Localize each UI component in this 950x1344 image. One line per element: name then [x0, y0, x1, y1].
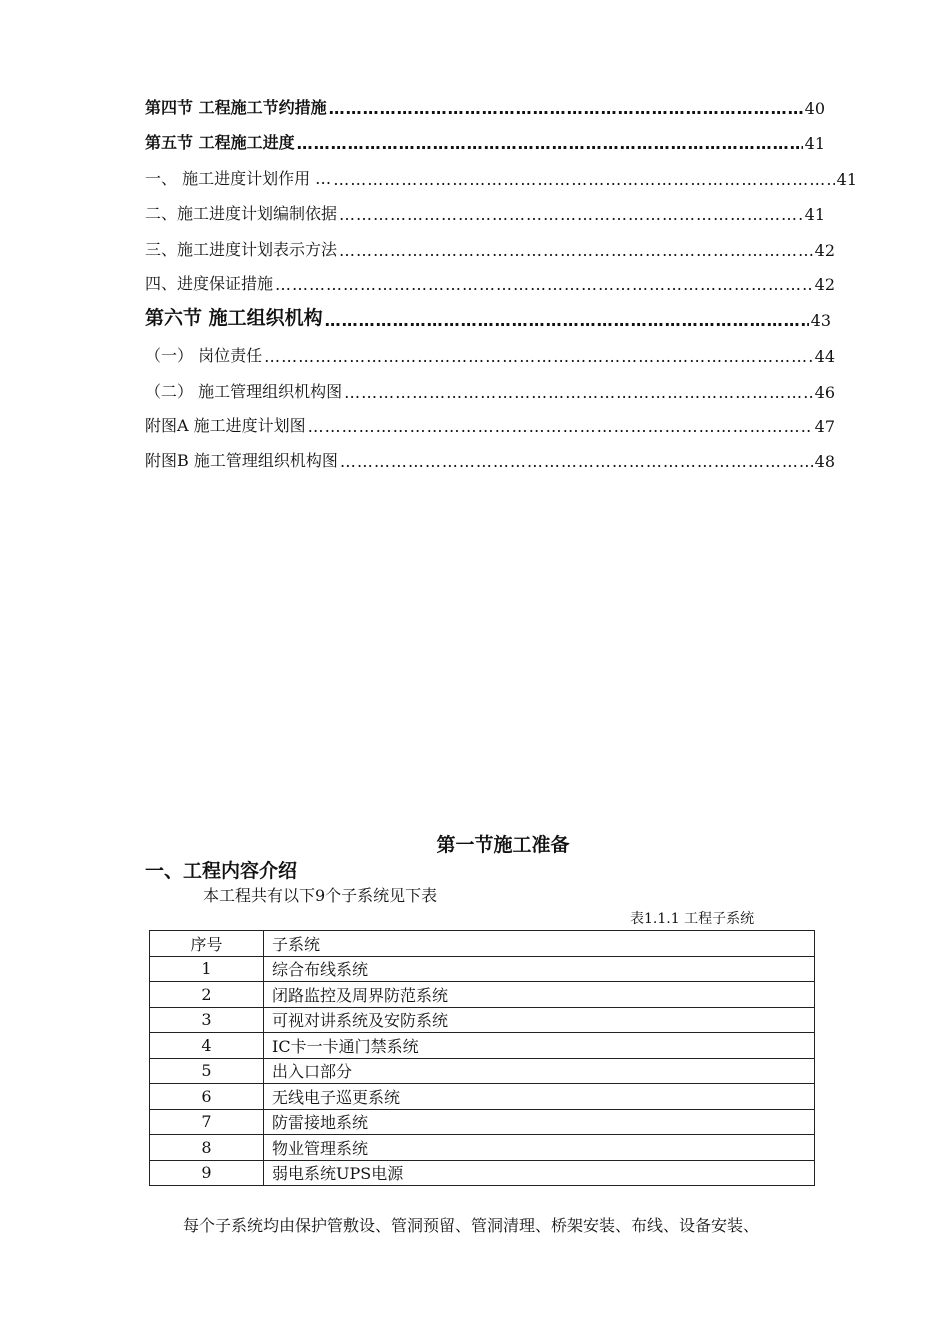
toc-page: 40	[804, 99, 825, 118]
row-index: 2	[150, 982, 264, 1008]
table-row	[150, 1160, 815, 1186]
toc-page: 42	[814, 275, 835, 294]
row-subsystem: 闭路监控及周界防范系统	[264, 982, 815, 1008]
toc-label: 附图A 施工进度计划图	[145, 416, 306, 435]
toc-label: 第四节 工程施工节约措施	[145, 98, 327, 117]
row-index: 8	[150, 1135, 264, 1161]
row-index: 6	[150, 1084, 264, 1110]
row-subsystem: 物业管理系统	[264, 1135, 815, 1161]
toc-page: 41	[804, 134, 825, 153]
toc-entry[interactable]	[145, 129, 825, 153]
section-heading: 一、工程内容介绍	[145, 860, 298, 882]
toc-leader	[339, 241, 813, 260]
table-header-row	[150, 931, 815, 957]
toc-entry[interactable]	[145, 447, 835, 471]
toc-page: 44	[814, 347, 835, 366]
toc-leader	[339, 205, 803, 224]
table-row	[150, 1135, 815, 1161]
toc-entry[interactable]	[145, 94, 825, 118]
toc-page: 41	[804, 205, 825, 224]
toc-leader	[275, 275, 813, 294]
toc-leader	[264, 347, 813, 366]
row-index: 3	[150, 1007, 264, 1033]
toc-label: 第五节 工程施工进度	[145, 133, 295, 152]
toc-label: （一） 岗位责任	[145, 346, 263, 365]
toc-label: 附图B 施工管理组织机构图	[145, 451, 338, 470]
toc-page: 46	[814, 383, 835, 402]
toc-page: 43	[810, 311, 831, 330]
toc-page: 48	[814, 452, 835, 471]
subsystem-table	[149, 930, 815, 1186]
toc-label: 四、进度保证措施	[145, 274, 274, 293]
row-index: 1	[150, 956, 264, 982]
toc-entry[interactable]	[145, 412, 835, 436]
toc-label: （二） 施工管理组织机构图	[145, 382, 343, 401]
row-subsystem: 弱电系统UPS电源	[264, 1160, 815, 1186]
table-row	[150, 1084, 815, 1110]
toc-leader	[333, 170, 834, 189]
toc-page: 42	[814, 241, 835, 260]
toc-entry[interactable]	[145, 306, 831, 330]
row-subsystem: 可视对讲系统及安防系统	[264, 1007, 815, 1033]
toc-entry[interactable]	[145, 236, 835, 260]
table-row	[150, 956, 815, 982]
toc-leader	[340, 452, 813, 471]
toc-label: 第六节 施工组织机构	[145, 307, 323, 329]
toc-label: 一、 施工进度计划作用 …	[145, 169, 332, 188]
toc-leader	[329, 99, 803, 118]
toc-leader	[308, 417, 813, 436]
toc-label: 二、施工进度计划编制依据	[145, 204, 338, 223]
row-index: 4	[150, 1033, 264, 1059]
table-caption: 表1.1.1 工程子系统	[630, 911, 755, 927]
toc-entry[interactable]	[145, 378, 835, 402]
toc-leader	[325, 311, 809, 330]
toc-leader	[344, 383, 813, 402]
table-row	[150, 1007, 815, 1033]
table-row	[150, 982, 815, 1008]
section-title: 第一节施工准备	[436, 834, 570, 856]
header-cell-subsystem: 子系统	[264, 931, 815, 957]
table-row	[150, 1109, 815, 1135]
table-row	[150, 1033, 815, 1059]
toc-page: 47	[814, 417, 835, 436]
row-subsystem: 防雷接地系统	[264, 1109, 815, 1135]
toc-entry[interactable]	[145, 200, 825, 224]
body-paragraph: 每个子系统均由保护管敷设、管洞预留、管洞清理、桥架安装、布线、设备安装、	[183, 1216, 760, 1235]
toc-label: 三、施工进度计划表示方法	[145, 240, 338, 259]
row-subsystem: 无线电子巡更系统	[264, 1084, 815, 1110]
row-index: 9	[150, 1160, 264, 1186]
toc-entry[interactable]	[145, 270, 835, 294]
toc-entry[interactable]	[145, 165, 857, 189]
header-cell-index: 序号	[150, 931, 264, 957]
row-subsystem: 出入口部分	[264, 1058, 815, 1084]
row-index: 5	[150, 1058, 264, 1084]
row-subsystem: 综合布线系统	[264, 956, 815, 982]
toc-leader	[297, 134, 803, 153]
row-index: 7	[150, 1109, 264, 1135]
table-row	[150, 1058, 815, 1084]
intro-text: 本工程共有以下9个子系统见下表	[203, 886, 438, 905]
toc-entry[interactable]	[145, 342, 835, 366]
row-subsystem: IC卡一卡通门禁系统	[264, 1033, 815, 1059]
toc-page: 41	[836, 170, 857, 189]
